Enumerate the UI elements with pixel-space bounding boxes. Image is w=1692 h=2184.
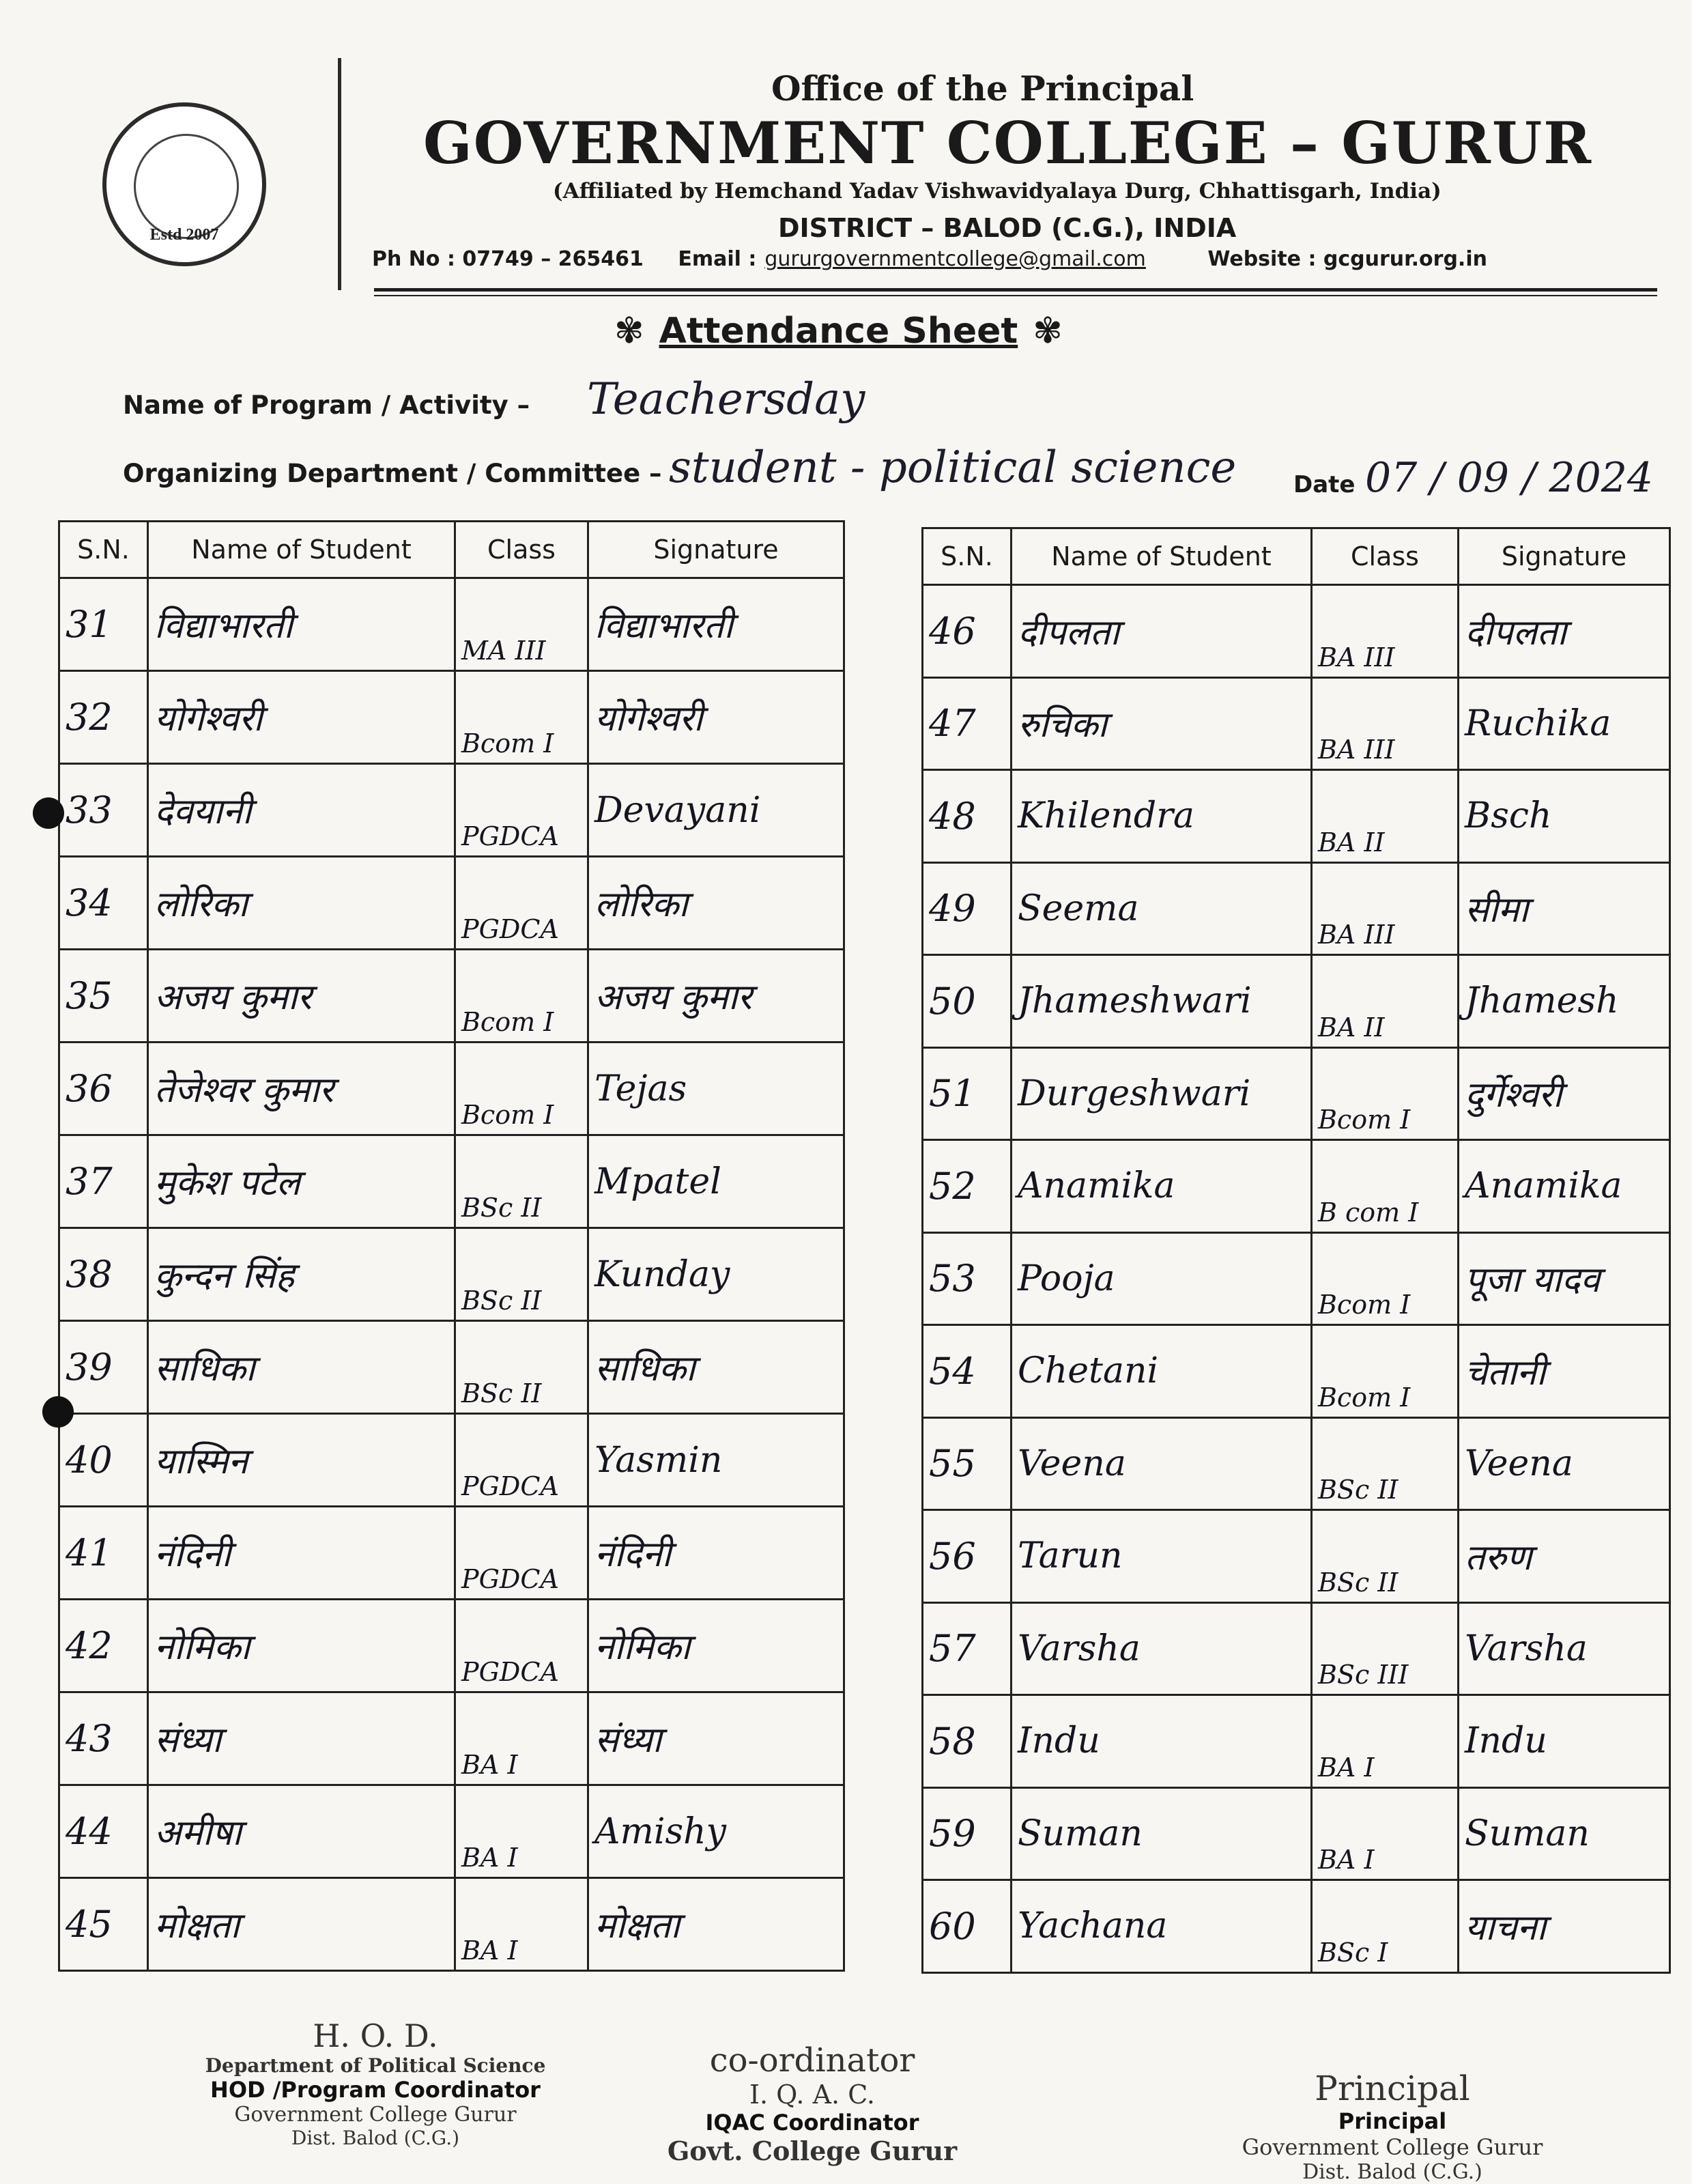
student-name: विद्याभारती — [148, 578, 455, 671]
student-name: Pooja — [1012, 1232, 1312, 1325]
iqac-signature-block — [655, 2041, 969, 2166]
table-row — [59, 671, 844, 764]
student-name: Seema — [1012, 862, 1312, 955]
student-sn: 56 — [923, 1510, 1012, 1603]
principal-stamp-college: Government College Gurur — [1242, 2134, 1543, 2160]
student-name: Veena — [1012, 1417, 1312, 1510]
hod-stamp-title: H. O. D. — [313, 2017, 438, 2054]
student-sn: 38 — [59, 1228, 148, 1321]
student-class: Bcom I — [1312, 1325, 1459, 1418]
email-address: gururgovernmentcollege@gmail.com — [764, 247, 1146, 271]
table-row — [923, 955, 1670, 1048]
punch-hole — [33, 797, 64, 829]
student-name: लोरिका — [148, 857, 455, 950]
date-label: Date — [1293, 471, 1356, 498]
table-row — [59, 1692, 844, 1785]
col-header-sn: S.N. — [59, 522, 148, 578]
punch-hole — [42, 1396, 74, 1428]
table-row — [59, 1043, 844, 1135]
student-name: मुकेश पटेल — [148, 1135, 455, 1228]
student-class: BSc II — [1312, 1510, 1459, 1603]
attendance-table-left — [58, 520, 845, 1972]
table-row — [59, 1228, 844, 1321]
student-signature: Bsch — [1459, 770, 1670, 863]
student-signature: संध्या — [588, 1692, 844, 1785]
student-sn: 45 — [59, 1878, 148, 1971]
email-label: Email : — [678, 247, 757, 271]
table-row — [59, 1321, 844, 1414]
student-signature: Varsha — [1459, 1602, 1670, 1695]
col-header-signature: Signature — [1459, 528, 1670, 585]
principal-signature-block — [1215, 2069, 1570, 2184]
student-signature: विद्याभारती — [588, 578, 844, 671]
student-signature: नंदिनी — [588, 1507, 844, 1600]
col-header-signature: Signature — [588, 522, 844, 578]
hod-stamp-dept: Department of Political Science — [205, 2054, 546, 2077]
student-name: योगेश्वरी — [148, 671, 455, 764]
program-value: Teachersday — [587, 374, 865, 425]
principal-caption: Principal — [1338, 2108, 1447, 2134]
student-signature: मोक्षता — [588, 1878, 844, 1971]
department-value: student - political science — [669, 442, 1237, 493]
student-signature: चेतानी — [1459, 1325, 1670, 1418]
student-signature: Tejas — [588, 1043, 844, 1135]
student-sn: 37 — [59, 1135, 148, 1228]
table-row — [59, 1414, 844, 1507]
table-row — [923, 585, 1670, 678]
student-signature: दुर्गेश्वरी — [1459, 1047, 1670, 1140]
student-name: Anamika — [1012, 1140, 1312, 1233]
student-sn: 39 — [59, 1321, 148, 1414]
date-value: 07 / 09 / 2024 — [1365, 454, 1654, 502]
col-header-name: Name of Student — [148, 522, 455, 578]
student-class: Bcom I — [455, 950, 588, 1043]
student-signature: Amishy — [588, 1785, 844, 1878]
student-name: देवयानी — [148, 764, 455, 857]
student-sn: 31 — [59, 578, 148, 671]
student-signature: Mpatel — [588, 1135, 844, 1228]
hod-stamp-district: Dist. Balod (C.G.) — [291, 2127, 460, 2149]
table-row — [59, 950, 844, 1043]
student-name: Durgeshwari — [1012, 1047, 1312, 1140]
table-row — [59, 764, 844, 857]
student-class: BA I — [1312, 1695, 1459, 1788]
ornament-left-icon: ✾ — [614, 311, 644, 352]
header-rule-thin — [374, 295, 1657, 296]
student-sn: 34 — [59, 857, 148, 950]
student-sn: 58 — [923, 1695, 1012, 1788]
student-class: BA II — [1312, 955, 1459, 1048]
student-sn: 57 — [923, 1602, 1012, 1695]
student-class: PGDCA — [455, 1507, 588, 1600]
student-signature: दीपलता — [1459, 585, 1670, 678]
table-row — [923, 1417, 1670, 1510]
student-name: Khilendra — [1012, 770, 1312, 863]
table-row — [923, 862, 1670, 955]
student-sn: 55 — [923, 1417, 1012, 1510]
student-sn: 48 — [923, 770, 1012, 863]
student-signature: साधिका — [588, 1321, 844, 1414]
program-label: Name of Program / Activity – — [123, 391, 530, 420]
table-row — [923, 1047, 1670, 1140]
student-class: Bcom I — [1312, 1232, 1459, 1325]
student-class: PGDCA — [455, 764, 588, 857]
student-class: BA II — [1312, 770, 1459, 863]
iqac-stamp-cell: I. Q. A. C. — [749, 2080, 875, 2110]
student-class: BA III — [1312, 862, 1459, 955]
student-class: PGDCA — [455, 857, 588, 950]
student-name: Tarun — [1012, 1510, 1312, 1603]
student-signature: Devayani — [588, 764, 844, 857]
student-signature: पूजा यादव — [1459, 1232, 1670, 1325]
hod-caption: HOD /Program Coordinator — [210, 2077, 541, 2103]
logo-emblem — [134, 134, 239, 239]
student-class: B com I — [1312, 1140, 1459, 1233]
sheet-title-text: Attendance Sheet — [659, 311, 1018, 352]
student-signature: Indu — [1459, 1695, 1670, 1788]
student-class: BA I — [455, 1785, 588, 1878]
attendance-table-right — [921, 527, 1671, 1974]
table-row — [923, 1695, 1670, 1788]
iqac-stamp-college: Govt. College Gurur — [667, 2136, 958, 2166]
student-class: BA I — [1312, 1787, 1459, 1880]
student-signature: Jhamesh — [1459, 955, 1670, 1048]
table-row — [923, 1232, 1670, 1325]
student-sn: 44 — [59, 1785, 148, 1878]
student-sn: 35 — [59, 950, 148, 1043]
student-class: BSc III — [1312, 1602, 1459, 1695]
principal-stamp-title: Principal — [1315, 2069, 1470, 2108]
table-row — [923, 1880, 1670, 1973]
logo-estd-text: Estd 2007 — [149, 226, 219, 244]
table-row — [59, 857, 844, 950]
student-signature: योगेश्वरी — [588, 671, 844, 764]
student-class: Bcom I — [455, 1043, 588, 1135]
table-row — [59, 1878, 844, 1971]
student-name: नंदिनी — [148, 1507, 455, 1600]
table-row — [59, 1785, 844, 1878]
header-rule — [374, 288, 1657, 292]
student-class: BSc II — [455, 1321, 588, 1414]
col-header-class: Class — [455, 522, 588, 578]
student-signature: Anamika — [1459, 1140, 1670, 1233]
student-name: कुन्दन सिंह — [148, 1228, 455, 1321]
student-class: PGDCA — [455, 1414, 588, 1507]
header-vertical-divider — [338, 58, 341, 290]
ornament-right-icon: ✾ — [1033, 311, 1063, 352]
student-signature: नोमिका — [588, 1600, 844, 1692]
student-signature: याचना — [1459, 1880, 1670, 1973]
student-name: Varsha — [1012, 1602, 1312, 1695]
office-line: Office of the Principal — [771, 68, 1194, 109]
table-row — [59, 578, 844, 671]
student-class: MA III — [455, 578, 588, 671]
student-sn: 53 — [923, 1232, 1012, 1325]
college-name: GOVERNMENT COLLEGE – GURUR — [423, 109, 1593, 177]
table-row — [923, 1510, 1670, 1603]
student-signature: लोरिका — [588, 857, 844, 950]
student-name: संध्या — [148, 1692, 455, 1785]
department-label: Organizing Department / Committee – — [123, 459, 662, 488]
student-class: BSc I — [1312, 1880, 1459, 1973]
table-row — [923, 1140, 1670, 1233]
student-class: BA III — [1312, 677, 1459, 770]
student-class: BA III — [1312, 585, 1459, 678]
student-name: Suman — [1012, 1787, 1312, 1880]
student-name: मोक्षता — [148, 1878, 455, 1971]
student-sn: 32 — [59, 671, 148, 764]
student-signature: Veena — [1459, 1417, 1670, 1510]
col-header-class: Class — [1312, 528, 1459, 585]
student-sn: 47 — [923, 677, 1012, 770]
affiliation-line: (Affiliated by Hemchand Yadav Vishwavidyalaya Durg, Chhattisgarh, India) — [553, 179, 1442, 203]
student-name: रुचिका — [1012, 677, 1312, 770]
principal-stamp-district: Dist. Balod (C.G.) — [1302, 2160, 1482, 2184]
table-row — [923, 1787, 1670, 1880]
table-row — [923, 1602, 1670, 1695]
student-sn: 33 — [59, 764, 148, 857]
student-name: तेजेश्वर कुमार — [148, 1043, 455, 1135]
student-sn: 43 — [59, 1692, 148, 1785]
col-header-sn: S.N. — [923, 528, 1012, 585]
student-signature: Kunday — [588, 1228, 844, 1321]
col-header-name: Name of Student — [1012, 528, 1312, 585]
student-sn: 51 — [923, 1047, 1012, 1140]
student-name: Chetani — [1012, 1325, 1312, 1418]
student-class: BSc II — [455, 1135, 588, 1228]
student-class: BSc II — [1312, 1417, 1459, 1510]
student-sn: 50 — [923, 955, 1012, 1048]
student-name: नोमिका — [148, 1600, 455, 1692]
student-name: यास्मिन — [148, 1414, 455, 1507]
table-row — [59, 1600, 844, 1692]
college-logo — [102, 102, 266, 266]
student-sn: 49 — [923, 862, 1012, 955]
district-line: DISTRICT – BALOD (C.G.), INDIA — [778, 213, 1237, 243]
student-name: साधिका — [148, 1321, 455, 1414]
student-sn: 54 — [923, 1325, 1012, 1418]
student-class: BA I — [455, 1878, 588, 1971]
student-sn: 42 — [59, 1600, 148, 1692]
student-name: Indu — [1012, 1695, 1312, 1788]
student-name: अमीषा — [148, 1785, 455, 1878]
iqac-stamp-title: co-ordinator — [709, 2041, 915, 2080]
student-signature: Suman — [1459, 1787, 1670, 1880]
student-sn: 40 — [59, 1414, 148, 1507]
student-sn: 60 — [923, 1880, 1012, 1973]
hod-signature-block — [184, 2017, 567, 2149]
sheet-title — [614, 311, 1063, 352]
table-row — [923, 1325, 1670, 1418]
student-signature: सीमा — [1459, 862, 1670, 955]
website: Website : gcgurur.org.in — [1207, 247, 1487, 271]
student-class: Bcom I — [455, 671, 588, 764]
student-class: PGDCA — [455, 1600, 588, 1692]
table-row — [923, 770, 1670, 863]
student-sn: 41 — [59, 1507, 148, 1600]
table-row — [59, 1135, 844, 1228]
student-class: BSc II — [455, 1228, 588, 1321]
student-signature: अजय कुमार — [588, 950, 844, 1043]
student-name: Jhameshwari — [1012, 955, 1312, 1048]
student-sn: 36 — [59, 1043, 148, 1135]
student-class: Bcom I — [1312, 1047, 1459, 1140]
student-signature: तरुण — [1459, 1510, 1670, 1603]
phone-number: Ph No : 07749 – 265461 — [372, 247, 644, 271]
student-signature: Ruchika — [1459, 677, 1670, 770]
table-row — [923, 677, 1670, 770]
hod-stamp-college: Government College Gurur — [234, 2103, 517, 2127]
iqac-caption: IQAC Coordinator — [705, 2110, 919, 2136]
student-sn: 59 — [923, 1787, 1012, 1880]
student-signature: Yasmin — [588, 1414, 844, 1507]
student-sn: 52 — [923, 1140, 1012, 1233]
table-row — [59, 1507, 844, 1600]
student-name: दीपलता — [1012, 585, 1312, 678]
student-name: Yachana — [1012, 1880, 1312, 1973]
student-sn: 46 — [923, 585, 1012, 678]
student-name: अजय कुमार — [148, 950, 455, 1043]
contact-line — [372, 247, 1515, 271]
student-class: BA I — [455, 1692, 588, 1785]
